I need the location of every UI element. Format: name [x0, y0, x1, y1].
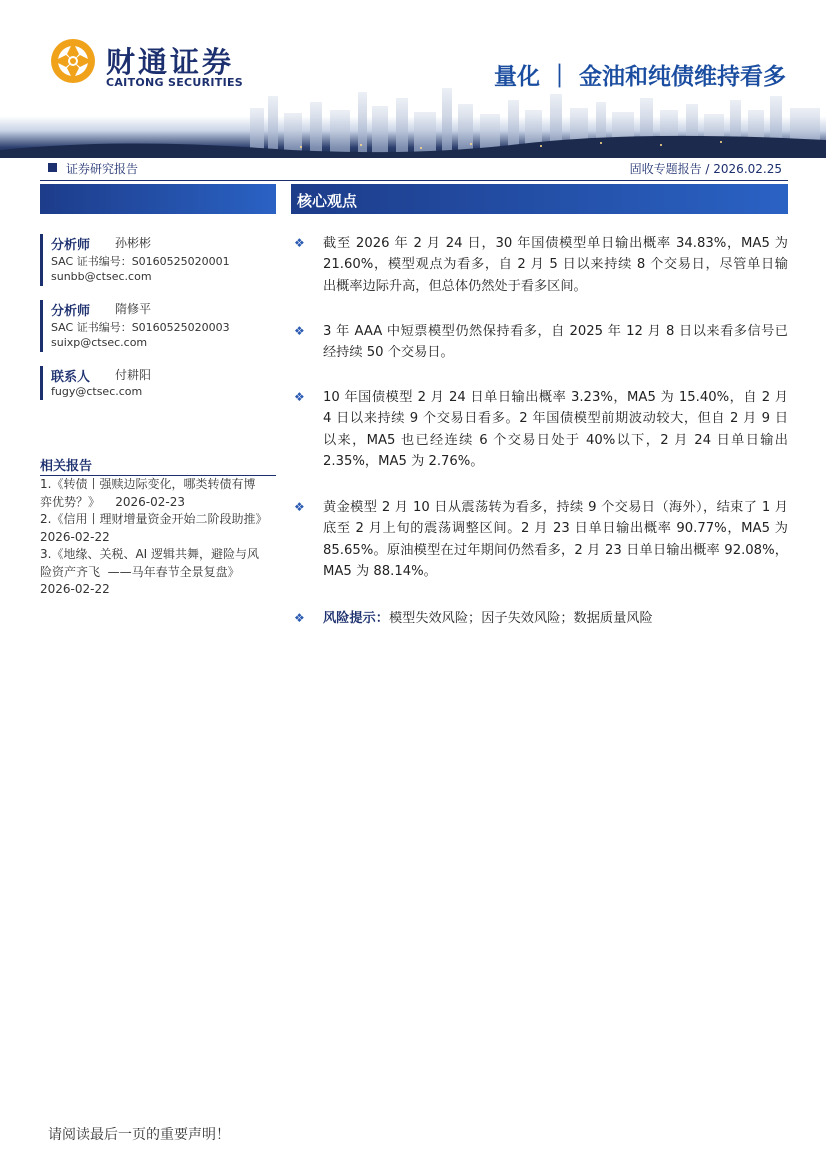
related-report-line[interactable]: 弈优势？》 2026-02-23: [40, 494, 185, 509]
square-bullet-icon: [48, 163, 57, 172]
text-line: 经持续 50 个交易日。: [323, 345, 454, 361]
logo-english-name: CAITONG SECURITIES: [106, 76, 244, 89]
text-line: 4 日以来持续 9 个交易日看多。2 年国债模型前期波动较大，但自 2 月 9 日: [323, 411, 788, 427]
contact-card: [40, 366, 276, 400]
skyline-banner: [0, 88, 826, 158]
related-report-line[interactable]: 2.《信用丨理财增量资金开始二阶段助推》: [40, 512, 268, 526]
related-reports-title: 相关报告: [40, 455, 276, 476]
analyst-name: 孙彬彬: [115, 236, 152, 250]
core-point-text: [323, 497, 788, 582]
card-accent-bar: [40, 234, 43, 286]
analyst-cert: SAC 证书编号：S0160525020003: [51, 321, 230, 334]
text-line: 黄金模型 2 月 10 日从震荡转为看多，持续 9 个交易日（海外），结束了 1 月: [323, 500, 788, 515]
report-type: 证券研究报告: [66, 162, 139, 176]
core-point: [291, 387, 788, 473]
analyst-name: 隋修平: [115, 302, 152, 316]
core-point-text: [323, 233, 788, 297]
risk-point: [291, 608, 788, 630]
core-point: [291, 233, 788, 297]
text-line: 21.60%，模型观点为看多，自 2 月 5 日以来持续 8 个交易日，尽管单日输: [323, 257, 788, 273]
related-report-line[interactable]: 险资产齐飞 ——马年春节全景复盘》: [40, 564, 240, 579]
card-accent-bar: [40, 300, 43, 352]
risk-text: [323, 608, 788, 629]
analyst-role: 分析师: [51, 238, 91, 253]
related-reports-list: [40, 476, 280, 599]
core-point-text: [323, 321, 788, 364]
diamond-bullet-icon: ❖: [294, 500, 305, 514]
text-line: MA5 为 88.14%。: [323, 563, 437, 579]
caitong-logo-icon: [48, 36, 98, 86]
analyst-email[interactable]: suixp@ctsec.com: [51, 336, 148, 349]
related-report-line[interactable]: 1.《转债丨强赎边际变化，哪类转债有博: [40, 477, 256, 491]
core-point: [291, 321, 788, 364]
risk-label: 风险提示：: [323, 611, 389, 626]
contact-role: 联系人: [51, 370, 91, 385]
text-line: 3 年 AAA 中短票模型仍然保持看多，自 2025 年 12 月 8 日以来看多信号已: [323, 324, 788, 339]
text-line: 10 年国债模型 2 月 24 日单日输出概率 3.23%，MA5 为 15.40%，自 2 月: [323, 390, 788, 405]
text-line: 以来，MA5 也已经连续 6 个交易日处于 40%以下，2 月 24 日单日输出: [323, 432, 788, 448]
analyst-card: [40, 234, 276, 286]
logo-chinese-name: 财通证券: [106, 45, 235, 79]
core-point: [291, 497, 788, 583]
core-views-header: [291, 184, 788, 214]
text-line: 截至 2026 年 2 月 24 日，30 年国债模型单日输出概率 34.83%，MA5 为: [323, 236, 788, 251]
analyst-role: 分析师: [51, 304, 91, 319]
sidebar-header-bar: [40, 184, 276, 214]
related-report-line: 2026-02-22: [40, 582, 110, 596]
info-bar: [40, 158, 788, 181]
contact-email[interactable]: fugy@ctsec.com: [51, 385, 143, 398]
report-title: 量化 ｜ 金油和纯债维持看多: [493, 64, 786, 90]
risk-content: 模型失效风险；因子失效风险；数据质量风险: [388, 611, 653, 626]
analyst-cert: SAC 证书编号：S0160525020001: [51, 255, 230, 268]
text-line: 2.35%，MA5 为 2.76%。: [323, 453, 484, 469]
report-category-date: 固收专题报告 / 2026.02.25: [629, 162, 782, 176]
analyst-card: [40, 300, 276, 352]
footer-disclaimer: 请阅读最后一页的重要声明！: [48, 1127, 230, 1143]
text-line: 出概率边际升高，但总体仍然处于看多区间。: [323, 278, 587, 294]
diamond-bullet-icon: ❖: [294, 236, 305, 250]
core-views-title: 核心观点: [297, 192, 358, 210]
diamond-bullet-icon: ❖: [294, 390, 305, 404]
diamond-bullet-icon: ❖: [294, 324, 305, 338]
company-logo: [48, 36, 248, 94]
related-report-line[interactable]: 3.《地缘、关税、AI 逻辑共舞，避险与风: [40, 547, 260, 561]
core-point-text: [323, 387, 788, 472]
related-report-line: 2026-02-22: [40, 529, 110, 544]
card-accent-bar: [40, 366, 43, 400]
contact-name: 付耕阳: [115, 368, 152, 382]
analyst-email[interactable]: sunbb@ctsec.com: [51, 270, 152, 283]
text-line: 底至 2 月上旬的震荡调整区间。2 月 23 日单日输出概率 90.77%，MA5 为: [323, 521, 788, 537]
text-line: 85.65%。原油模型在过年期间仍然看多，2 月 23 日单日输出概率 92.08%，: [323, 542, 788, 558]
diamond-bullet-icon: ❖: [294, 611, 305, 625]
